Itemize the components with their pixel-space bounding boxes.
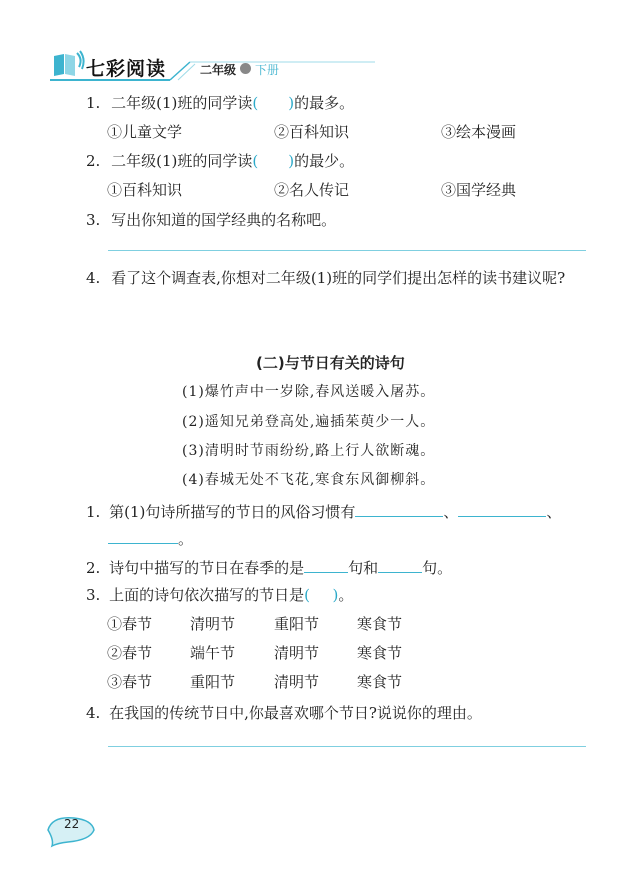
q-num: 1. xyxy=(86,503,101,521)
p2-question-1-cont xyxy=(108,527,193,549)
header xyxy=(40,40,380,85)
page-number: 22 xyxy=(64,817,80,831)
option-festival: 清明节 xyxy=(190,615,236,633)
q-num: 4. xyxy=(86,704,101,722)
p1-question-3 xyxy=(86,210,336,230)
q-text-post: 。 xyxy=(338,586,354,604)
separator: 、 xyxy=(443,503,459,521)
option-festival: 重阳节 xyxy=(274,615,320,633)
q-text-pre: 诗句中描写的节日在春季的是 xyxy=(109,559,305,577)
poem-line-2: (2)遥知兄弟登高处,遍插茱萸少一人。 xyxy=(182,414,436,430)
poem-line-3: (3)清明时节雨纷纷,路上行人欲断魂。 xyxy=(182,443,436,459)
grade-dot-icon xyxy=(240,63,251,74)
q-text: 第(1)句诗所描写的节日的风俗习惯有 xyxy=(109,503,356,521)
q-text-post: 的最多。 xyxy=(294,94,355,112)
p1-q1-option-2[interactable]: ②百科知识 xyxy=(274,123,350,141)
grade-label: 二年级 xyxy=(200,63,237,77)
answer-blank-2[interactable] xyxy=(378,556,422,573)
option-festival: 端午节 xyxy=(190,644,236,662)
option-festival: 清明节 xyxy=(274,673,320,691)
option-label: ①春节 xyxy=(107,615,153,633)
p1-question-4 xyxy=(86,268,565,288)
q-text-pre: 二年级(1)班的同学读 xyxy=(111,94,253,112)
p2-q3-option-3[interactable] xyxy=(107,672,427,692)
semester-label: 下册 xyxy=(255,63,280,77)
series-title: 七彩阅读 xyxy=(86,58,167,80)
separator: 、 xyxy=(546,503,562,521)
p1-question-2 xyxy=(86,151,354,171)
poem-line-1: (1)爆竹声中一岁除,春风送暖入屠苏。 xyxy=(182,384,436,400)
answer-line[interactable] xyxy=(108,746,586,747)
option-festival: 寒食节 xyxy=(357,644,403,662)
q-num: 2. xyxy=(86,152,101,170)
q-num: 3. xyxy=(86,586,101,604)
q-num: 2. xyxy=(86,559,101,577)
q-text-pre: 二年级(1)班的同学读 xyxy=(111,152,253,170)
p2-question-4 xyxy=(86,703,482,723)
answer-blank[interactable]: ( ) xyxy=(304,586,339,604)
p1-q2-option-1[interactable]: ①百科知识 xyxy=(107,181,183,199)
q-num: 4. xyxy=(86,269,101,287)
q-text-post: 的最少。 xyxy=(294,152,355,170)
p2-question-1 xyxy=(86,500,561,522)
p1-q1-option-1[interactable]: ①儿童文学 xyxy=(107,123,183,141)
q-text: 看了这个调查表,你想对二年级(1)班的同学们提出怎样的读书建议呢? xyxy=(111,269,566,287)
p1-q2-option-3[interactable]: ③国学经典 xyxy=(441,181,517,199)
poem-line-4: (4)春城无处不飞花,寒食东风御柳斜。 xyxy=(182,472,436,488)
q-end: 。 xyxy=(178,530,194,548)
answer-line[interactable] xyxy=(108,250,586,251)
answer-blank[interactable]: ( ) xyxy=(252,152,295,170)
option-festival: 清明节 xyxy=(274,644,320,662)
p2-q3-option-2[interactable] xyxy=(107,643,427,663)
option-label: ③春节 xyxy=(107,673,153,691)
option-festival: 寒食节 xyxy=(357,673,403,691)
q-text-pre: 上面的诗句依次描写的节日是 xyxy=(109,586,305,604)
answer-blank-1[interactable] xyxy=(355,500,443,517)
p1-q1-option-3[interactable]: ③绘本漫画 xyxy=(441,123,517,141)
section-title: (二)与节日有关的诗句 xyxy=(256,354,405,372)
p1-question-1 xyxy=(86,93,354,113)
answer-blank-2[interactable] xyxy=(458,500,546,517)
q-text-post: 句。 xyxy=(422,559,453,577)
q-text: 在我国的传统节日中,你最喜欢哪个节日?说说你的理由。 xyxy=(109,704,482,722)
q-num: 3. xyxy=(86,211,101,229)
answer-blank-1[interactable] xyxy=(304,556,348,573)
answer-blank[interactable]: ( ) xyxy=(252,94,295,112)
option-label: ②春节 xyxy=(107,644,153,662)
option-festival: 重阳节 xyxy=(190,673,236,691)
q-text: 写出你知道的国学经典的名称吧。 xyxy=(111,211,337,229)
p2-question-2 xyxy=(86,556,452,578)
p2-q3-option-1[interactable] xyxy=(107,614,427,634)
q-num: 1. xyxy=(86,94,101,112)
option-festival: 寒食节 xyxy=(357,615,403,633)
answer-blank-3[interactable] xyxy=(108,527,178,544)
p2-question-3 xyxy=(86,585,353,605)
p1-q2-option-2[interactable]: ②名人传记 xyxy=(274,181,350,199)
q-text-mid: 句和 xyxy=(348,559,379,577)
